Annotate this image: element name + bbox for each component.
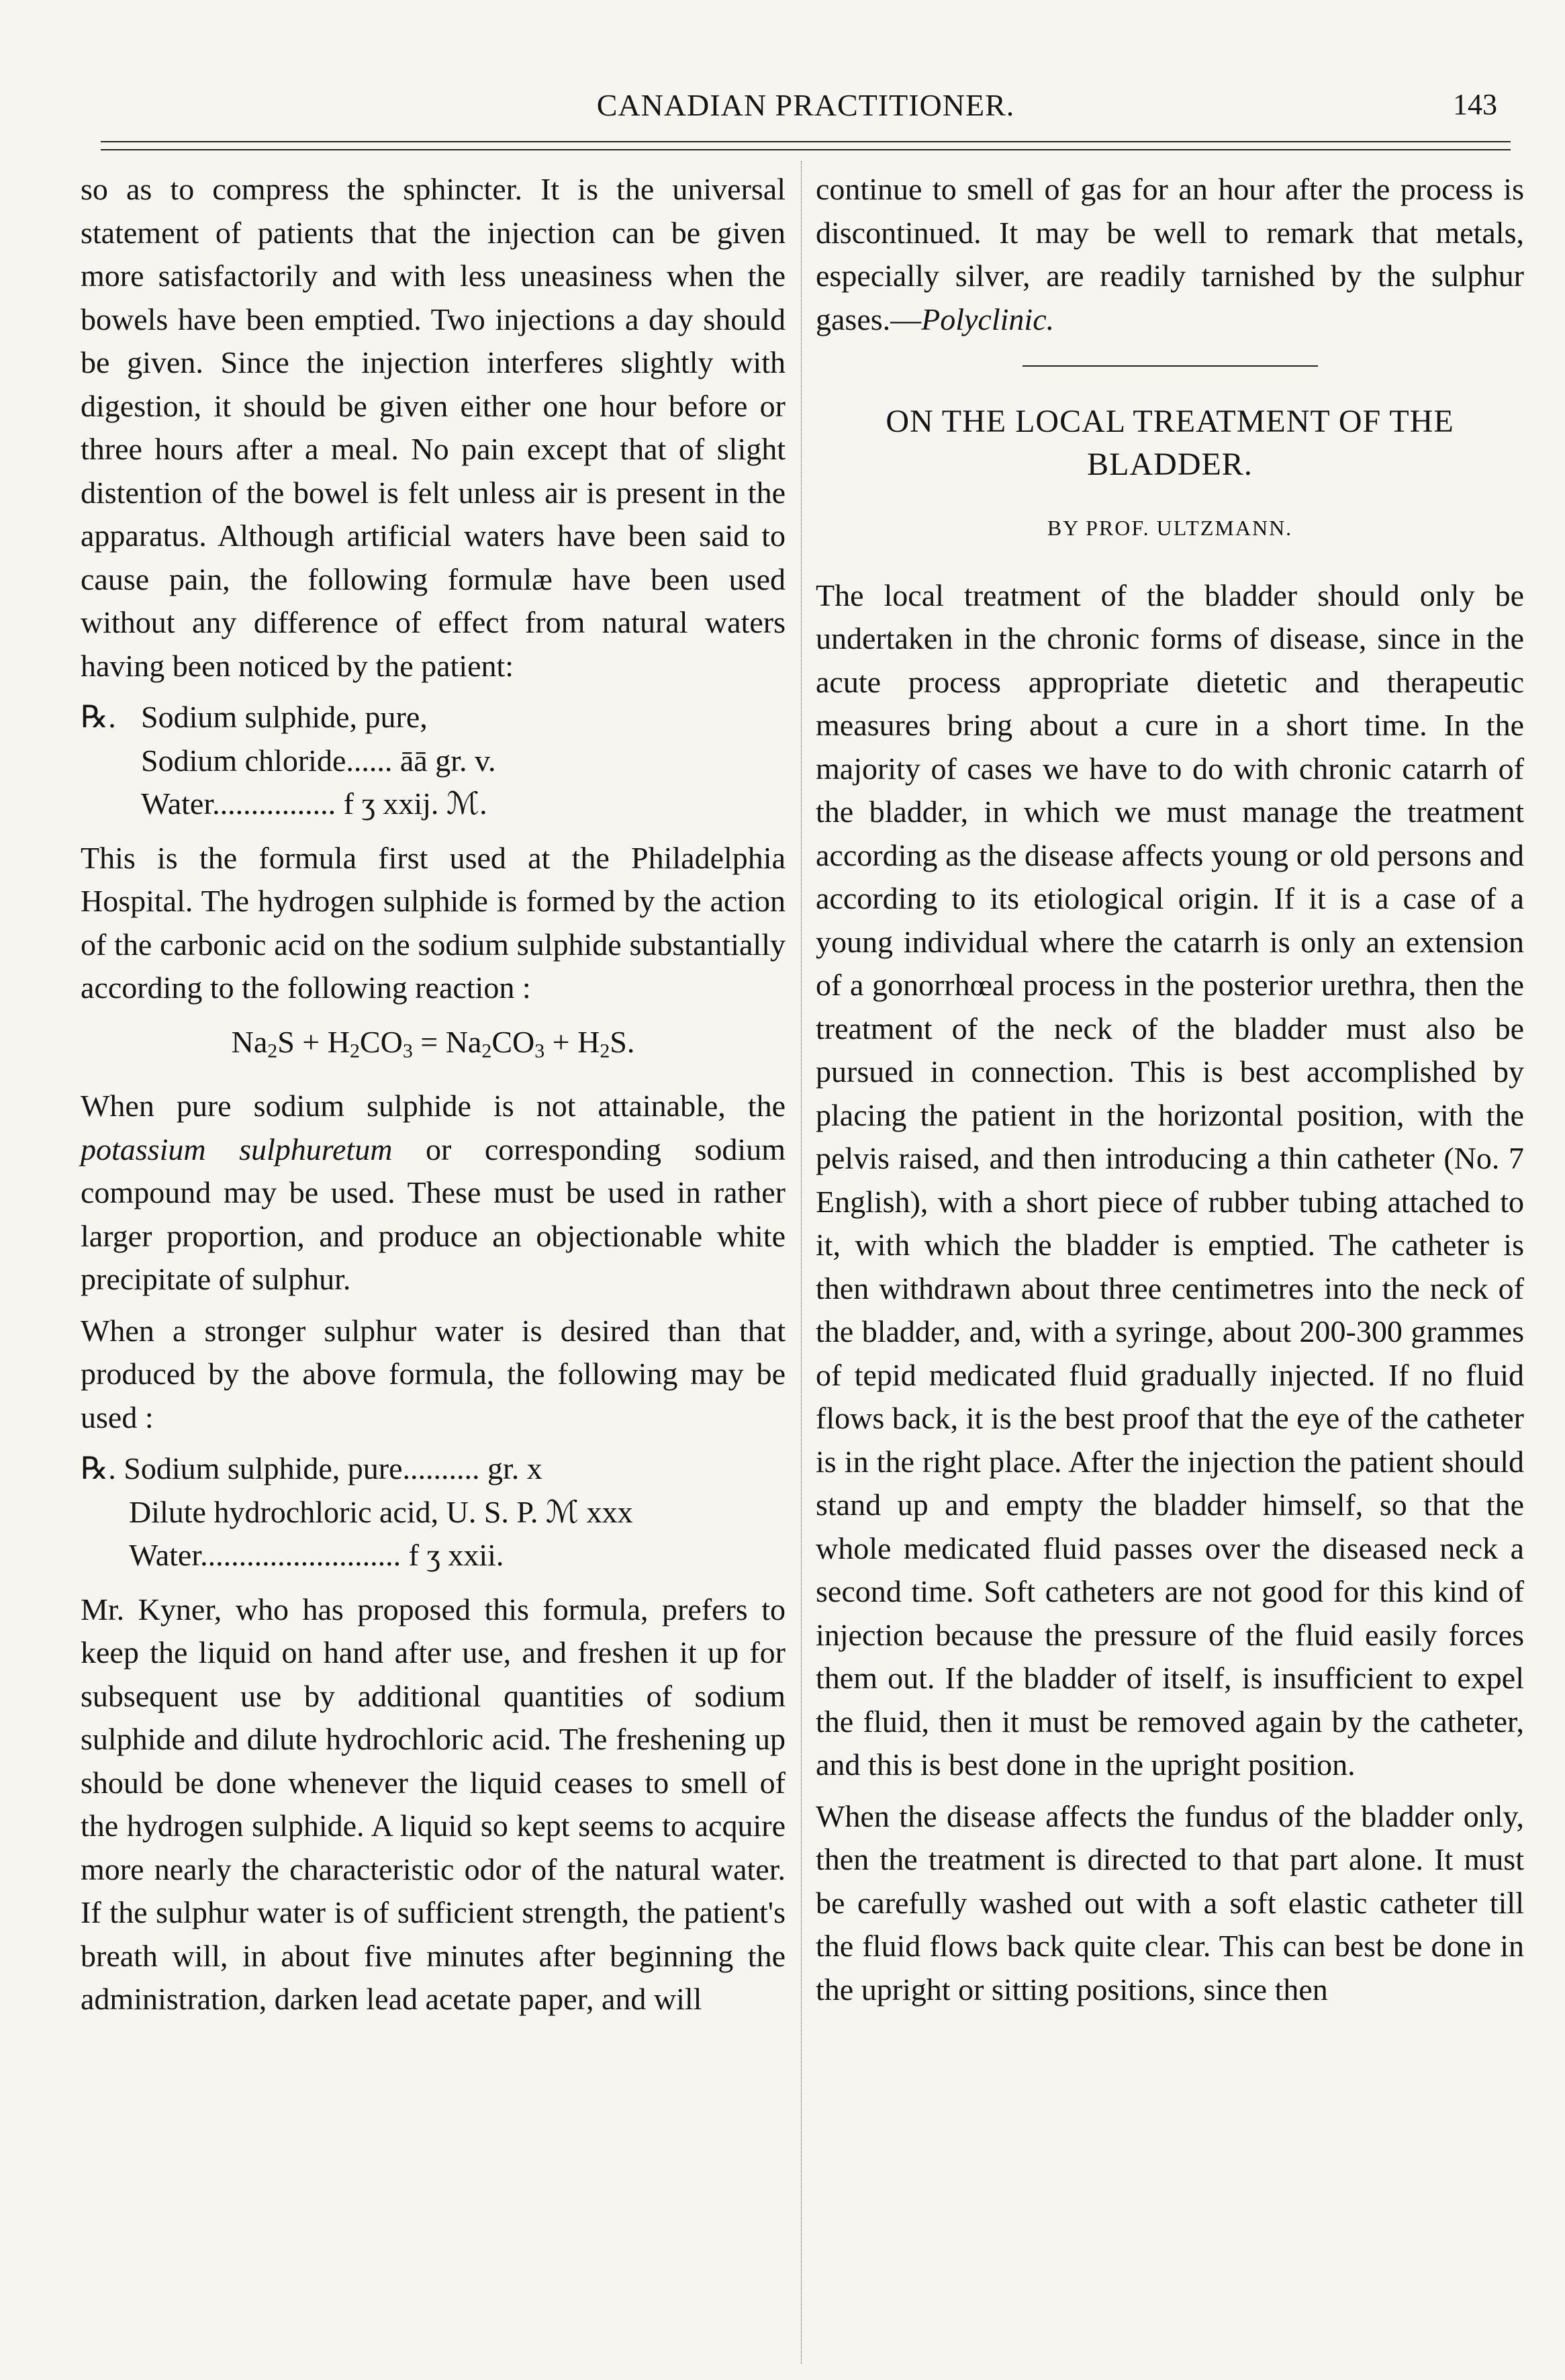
left-paragraph-3: When pure sodium sulphide is not attainable, the potassium sulphuretum or corresponding sodium compound may be used. These must be used in rather larger proportion, and produce an objectionable white precipitate of sulphur. — [81, 1089, 786, 1297]
formula-1-line-1: ℞. Sodium sulphide, pure, — [81, 696, 786, 739]
page-number: 143 — [1453, 88, 1497, 121]
recipe-symbol: ℞. — [81, 700, 116, 734]
article-title: ON THE LOCAL TREATMENT OF THE BLADDER. — [886, 404, 1454, 482]
formula-2-line-3: Water.......................... f ʒ xxii. — [129, 1538, 504, 1573]
right-paragraph-1: continue to smell of gas for an hour after the process is discontinued. It may be well to remark that metals, especially silver, are readily tarnished by the sulphur gases.—Polyclinic. — [816, 172, 1524, 336]
right-paragraph-2: The local treatment of the bladder should only be undertaken in the chronic forms of disease, since in the acute process appropriate dietetic and therapeutic measures bring about a cure in a short time. In the majority of cases we have to do with chronic catarrh of the bladder, in which we must manage the treatment according as the disease affects young or old persons and according to its etiological origin. If it is a case of a young individual where the catarrh is only an extension of a gonorrhœal process in the posterior urethra, then the treatment of the neck of the bladder must also be pursued in connection. This is best accomplished by placing the patient in the horizontal position, with the pelvis raised, and then introducing a thin catheter (No. 7 English), with a short piece of rubber tubing attached to it, with which the bladder is emptied. The catheter is then withdrawn about three centimetres into the neck of the bladder, and, with a syringe, about 200-300 grammes of tepid medicated fluid gradually injected. If no fluid flows back, it is the best proof that the eye of the catheter is in the right place. After the injection the patient should stand up and empty the bladder himself, so that the whole medicated fluid passes over the diseased neck a second time. Soft catheters are not good for this kind of injection because the pressure of the fluid easily forces them out. If the bladder of itself, is insufficient to expel the fluid, then it must be removed again by the catheter, and this is best done in the upright position. — [816, 578, 1524, 1782]
formula-2-line-1: ℞. Sodium sulphide, pure.......... gr. x — [81, 1451, 542, 1486]
right-paragraph-3: When the disease affects the fundus of the bladder only, then the treatment is directed to that part alone. It must be carefully washed out with a soft elastic catheter till the fluid flows back quite clear. This can best be done in the upright or sitting positions, since then — [816, 1798, 1524, 2007]
column-divider — [801, 161, 802, 2364]
left-paragraph-4: When a stronger sulphur water is desired than that produced by the above formula, the following may be used : — [81, 1313, 786, 1434]
header-rule — [101, 141, 1511, 150]
right-column — [816, 168, 1524, 2019]
left-paragraph-1: so as to compress the sphincter. It is the universal statement of patients that the injection can be given more satisfactorily and with less uneasiness when the bowels have been emptied. Two injections a day should be given. Since the injection interferes slightly with digestion, it should be given either one hour before or three hours after a meal. No pain except that of slight distention of the bowel is felt unless air is present in the apparatus. Although artificial waters have been said to cause pain, the following formulæ have been used without any difference of effect from natural waters having been noticed by the patient: — [81, 172, 786, 683]
chemical-equation: $Na_2S + H_2CO_3 = Na_2CO_3 + H_2S$. — [231, 1024, 635, 1062]
formula-2-line-2: Dilute hydrochloric acid, U. S. P. ℳ xxx — [129, 1494, 633, 1529]
left-column — [81, 168, 786, 2029]
left-paragraph-5: Mr. Kyner, who has proposed this formula, prefers to keep the liquid on hand after use, and freshen it up for subsequent use by additional quantities of sodium sulphide and dilute hydrochloric acid. The freshening up should be done whenever the liquid ceases to smell of the hydrogen sulphide. A liquid so kept seems to acquire more nearly the characteristic odor of the natural water. If the sulphur water is of sufficient strength, the patient's breath will, in about five minutes after beginning the administration, darken lead acetate paper, and will — [81, 1592, 786, 2017]
left-paragraph-2: This is the formula first used at the Philadelphia Hospital. The hydrogen sulphide is formed by the action of the carbonic acid on the sodium sulphide substantially according to the following reaction : — [81, 840, 786, 1005]
article-byline: BY PROF. ULTZMANN. — [1047, 516, 1293, 540]
formula-1-line-2: Sodium chloride...... āā gr. v. — [141, 743, 496, 778]
running-title: CANADIAN PRACTITIONER. — [596, 88, 1015, 122]
source-citation: Polyclinic. — [921, 302, 1055, 336]
formula-1-line-3: Water................ f ʒ xxij. ℳ. — [141, 786, 487, 821]
formula-2 — [81, 1447, 786, 1577]
page-header — [101, 81, 1511, 134]
section-rule — [1023, 365, 1318, 367]
formula-1 — [81, 696, 786, 826]
